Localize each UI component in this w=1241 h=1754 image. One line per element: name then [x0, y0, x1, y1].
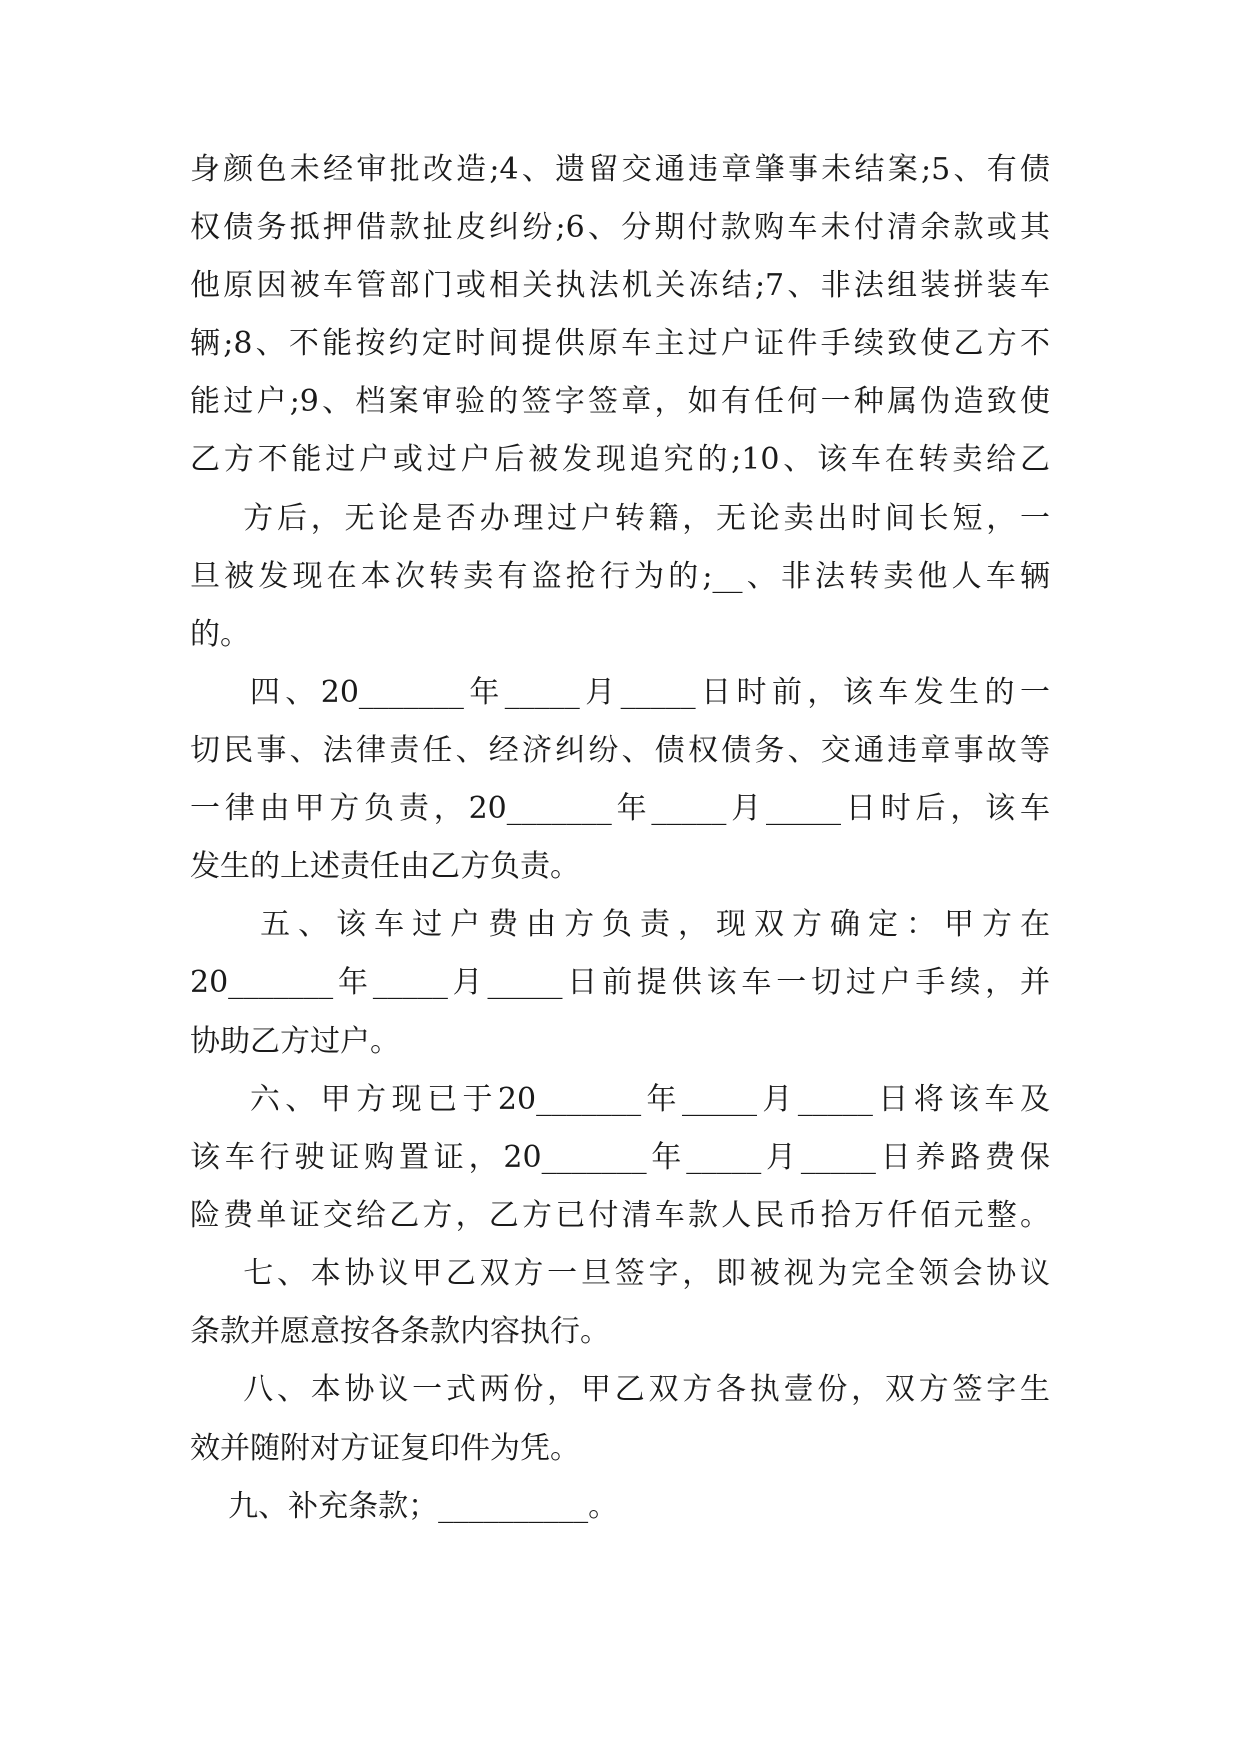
- text-line: 条款并愿意按各条款内容执行。: [190, 1314, 610, 1349]
- text-line: 六、甲方现已于20_______年_____月_____日将该车及: [190, 1082, 1050, 1117]
- text-line: 一律由甲方负责，20_______年_____月_____日时后，该车: [190, 791, 1050, 826]
- text-line: 能过户;9、档案审验的签字签章，如有任何一种属伪造致使: [190, 384, 1050, 419]
- text-line: 方后，无论是否办理过户转籍，无论卖出时间长短，一: [190, 501, 1050, 536]
- text-line: 八、本协议一式两份，甲乙双方各执壹份，双方签字生: [190, 1372, 1050, 1407]
- text-line: 四、20_______年_____月_____日时前，该车发生的一: [190, 675, 1050, 710]
- text-line: 该车行驶证购置证，20_______年_____月_____日养路费保: [190, 1140, 1050, 1175]
- text-line: 他原因被车管部门或相关执法机关冻结;7、非法组装拼装车: [190, 268, 1050, 303]
- text-line: 险费单证交给乙方，乙方已付清车款人民币拾万仟佰元整。: [190, 1198, 1050, 1233]
- text-line: 切民事、法律责任、经济纠纷、债权债务、交通违章事故等: [190, 733, 1050, 768]
- text-line: 乙方不能过户或过户后被发现追究的;10、该车在转卖给乙: [190, 442, 1050, 477]
- text-line: 协助乙方过户。: [190, 1024, 400, 1059]
- text-line: 的。: [190, 617, 250, 652]
- text-line: 身颜色未经审批改造;4、遗留交通违章肇事未结案;5、有债: [190, 152, 1050, 187]
- text-line: 九、补充条款；__________。: [190, 1489, 619, 1524]
- text-line: 五、该车过户费由方负责，现双方确定：甲方在: [190, 907, 1050, 942]
- text-line: 权债务抵押借款扯皮纠纷;6、分期付款购车未付清余款或其: [190, 210, 1050, 245]
- text-line: 旦被发现在本次转卖有盗抢行为的;__、非法转卖他人车辆: [190, 559, 1050, 594]
- text-line: 发生的上述责任由乙方负责。: [190, 849, 580, 884]
- text-line: 效并随附对方证复印件为凭。: [190, 1431, 580, 1466]
- text-line: 七、本协议甲乙双方一旦签字，即被视为完全领会协议: [190, 1256, 1050, 1291]
- text-line: 辆;8、不能按约定时间提供原车主过户证件手续致使乙方不: [190, 326, 1050, 361]
- text-line: 20_______年_____月_____日前提供该车一切过户手续，并: [190, 965, 1050, 1000]
